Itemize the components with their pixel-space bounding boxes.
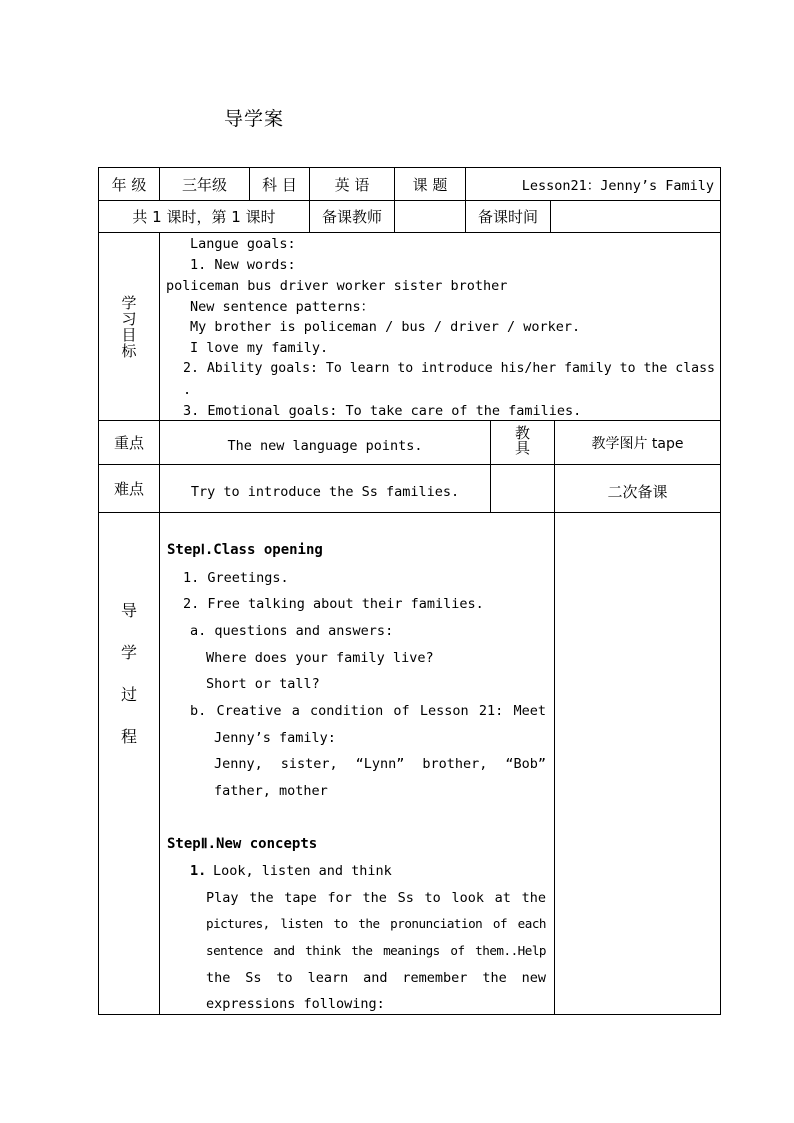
subject-label: 科 目 bbox=[249, 167, 310, 201]
time-label: 备课时间 bbox=[465, 200, 551, 233]
step2-line: the Ss to learn and remember the new bbox=[206, 970, 546, 986]
aids-value-cell bbox=[554, 420, 721, 465]
second-prep-notes-cell bbox=[554, 512, 721, 1015]
step2-line: sentence and think the meanings of them..Help bbox=[206, 943, 546, 958]
teacher-value bbox=[394, 200, 466, 233]
lesson-title: Lesson21：Jenny’s Family bbox=[521, 178, 714, 194]
objective-line: Langue goals: bbox=[190, 236, 296, 252]
grade-value: 三年级 bbox=[159, 167, 250, 201]
subject-value: 英 语 bbox=[309, 167, 395, 201]
step1-line: Jenny, sister, “Lynn” brother, “Bob” bbox=[214, 756, 546, 772]
grade-label: 年 级 bbox=[98, 167, 160, 201]
step1-line: Short or tall? bbox=[206, 676, 320, 692]
step1-line: Jenny’s family: bbox=[214, 730, 336, 746]
step2-line: pictures, listen to the pronunciation of each bbox=[206, 916, 546, 931]
aids-value: 教学图片 tape bbox=[591, 435, 684, 452]
step1-title: StepⅠ.Class opening bbox=[167, 542, 323, 558]
objective-line: 3. Emotional goals: To take care of the families. bbox=[183, 403, 582, 419]
difficulties-value: Try to introduce the Ss families. bbox=[190, 483, 460, 500]
difficulties-label: 难点 bbox=[98, 464, 160, 513]
topic-value bbox=[465, 167, 721, 201]
process-label-char: 导 bbox=[121, 601, 138, 620]
aids-label: 教 具 bbox=[514, 423, 530, 457]
step2-line: Play the tape for the Ss to look at the bbox=[206, 890, 546, 906]
step2-line: expressions following: bbox=[206, 996, 385, 1012]
time-value bbox=[550, 200, 721, 233]
objective-line: I love my family. bbox=[190, 340, 329, 356]
objective-line: . bbox=[183, 382, 192, 398]
objectives-label-cell bbox=[98, 232, 160, 421]
process-label-cell bbox=[98, 512, 160, 1015]
step1-line: Where does your family live? bbox=[206, 650, 434, 666]
step1-line: 1. Greetings. bbox=[183, 570, 289, 586]
page-title: 导学案 bbox=[224, 108, 285, 130]
objective-line: 1. New words: bbox=[190, 257, 296, 273]
step1-line: father, mother bbox=[214, 783, 328, 799]
teacher-label: 备课教师 bbox=[309, 200, 395, 233]
process-label-char: 过 bbox=[121, 685, 138, 704]
periods-cell bbox=[98, 200, 310, 233]
periods-text: 共 1 课时，第 1 课时 bbox=[132, 208, 276, 226]
step2-item-text: Look, listen and think bbox=[213, 863, 392, 879]
step1-line: 2. Free talking about their families. bbox=[183, 596, 484, 612]
process-label-char: 程 bbox=[121, 727, 138, 746]
difficulties-blank-cell bbox=[490, 464, 555, 513]
key-points-value-cell bbox=[159, 420, 491, 465]
objective-line: New sentence patterns： bbox=[190, 299, 375, 315]
key-points-value: The new language points. bbox=[227, 437, 423, 454]
step2-item-number: 1. bbox=[190, 863, 207, 879]
second-prep-label: 二次备课 bbox=[607, 483, 668, 501]
objectives-label: 学 习 目 标 bbox=[121, 293, 137, 360]
step1-line: b. Creative a condition of Lesson 21: Meet bbox=[190, 703, 546, 719]
objective-line: My brother is policeman / bus / driver / worker. bbox=[190, 319, 581, 335]
process-label-char: 学 bbox=[121, 643, 138, 662]
step2-title: StepⅡ.New concepts bbox=[167, 836, 318, 852]
key-points-label: 重点 bbox=[98, 420, 160, 465]
difficulties-value-cell bbox=[159, 464, 491, 513]
topic-label: 课 题 bbox=[394, 167, 466, 201]
step1-line: a. questions and answers: bbox=[190, 623, 394, 639]
objective-line: 2. Ability goals: To learn to introduce his/her family to the class bbox=[183, 361, 715, 376]
second-prep-cell bbox=[554, 464, 721, 513]
aids-label-cell bbox=[490, 420, 555, 465]
objective-line: policeman bus driver worker sister brother bbox=[166, 278, 508, 294]
